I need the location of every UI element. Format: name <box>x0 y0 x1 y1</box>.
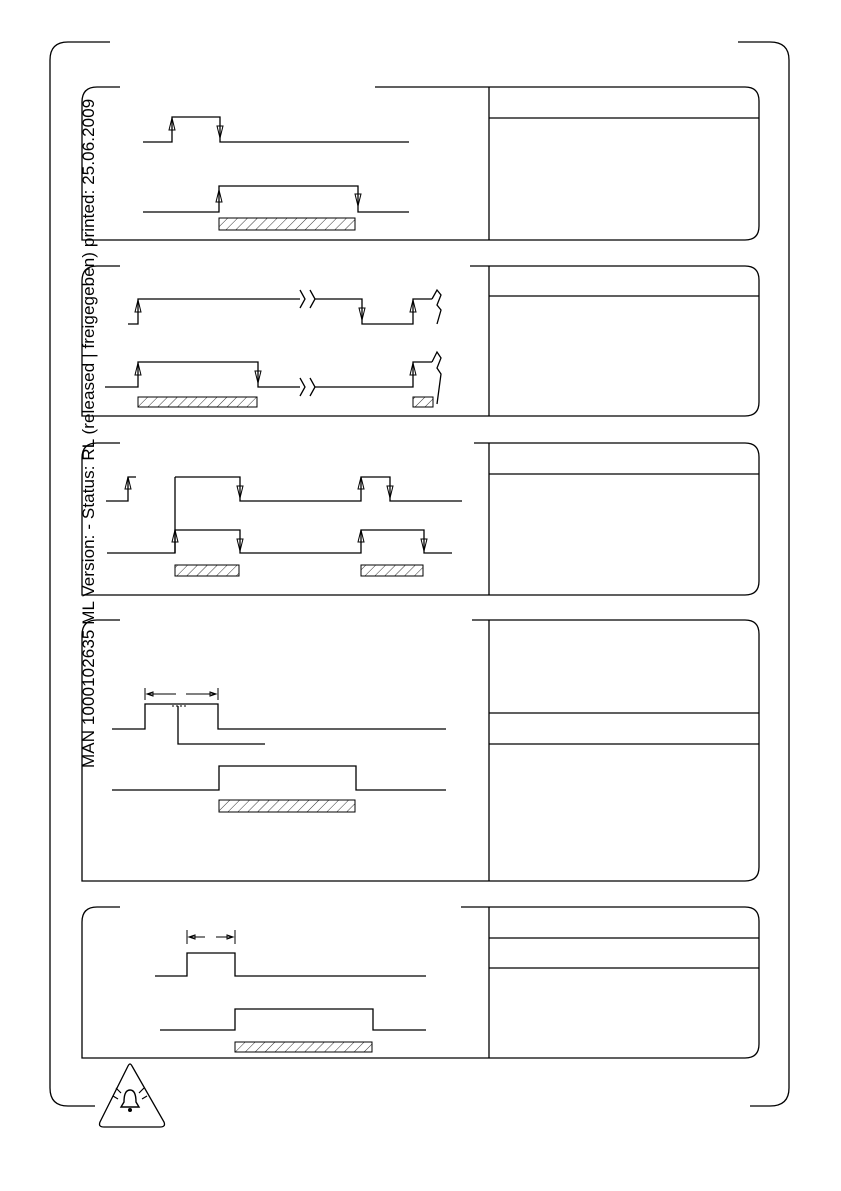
timing-panel-3 <box>82 443 759 595</box>
timing-panel-2 <box>82 266 759 416</box>
timing-panel-1 <box>82 87 759 240</box>
bell-warning-icon <box>100 1064 165 1127</box>
timing-panel-5 <box>82 907 759 1058</box>
document-sidebar-text: MAN 1000102635 ML Version: - Status: RL (released | freigegeben) printed: 25.06.2009 <box>79 98 98 768</box>
timing-panel-4 <box>82 620 759 881</box>
